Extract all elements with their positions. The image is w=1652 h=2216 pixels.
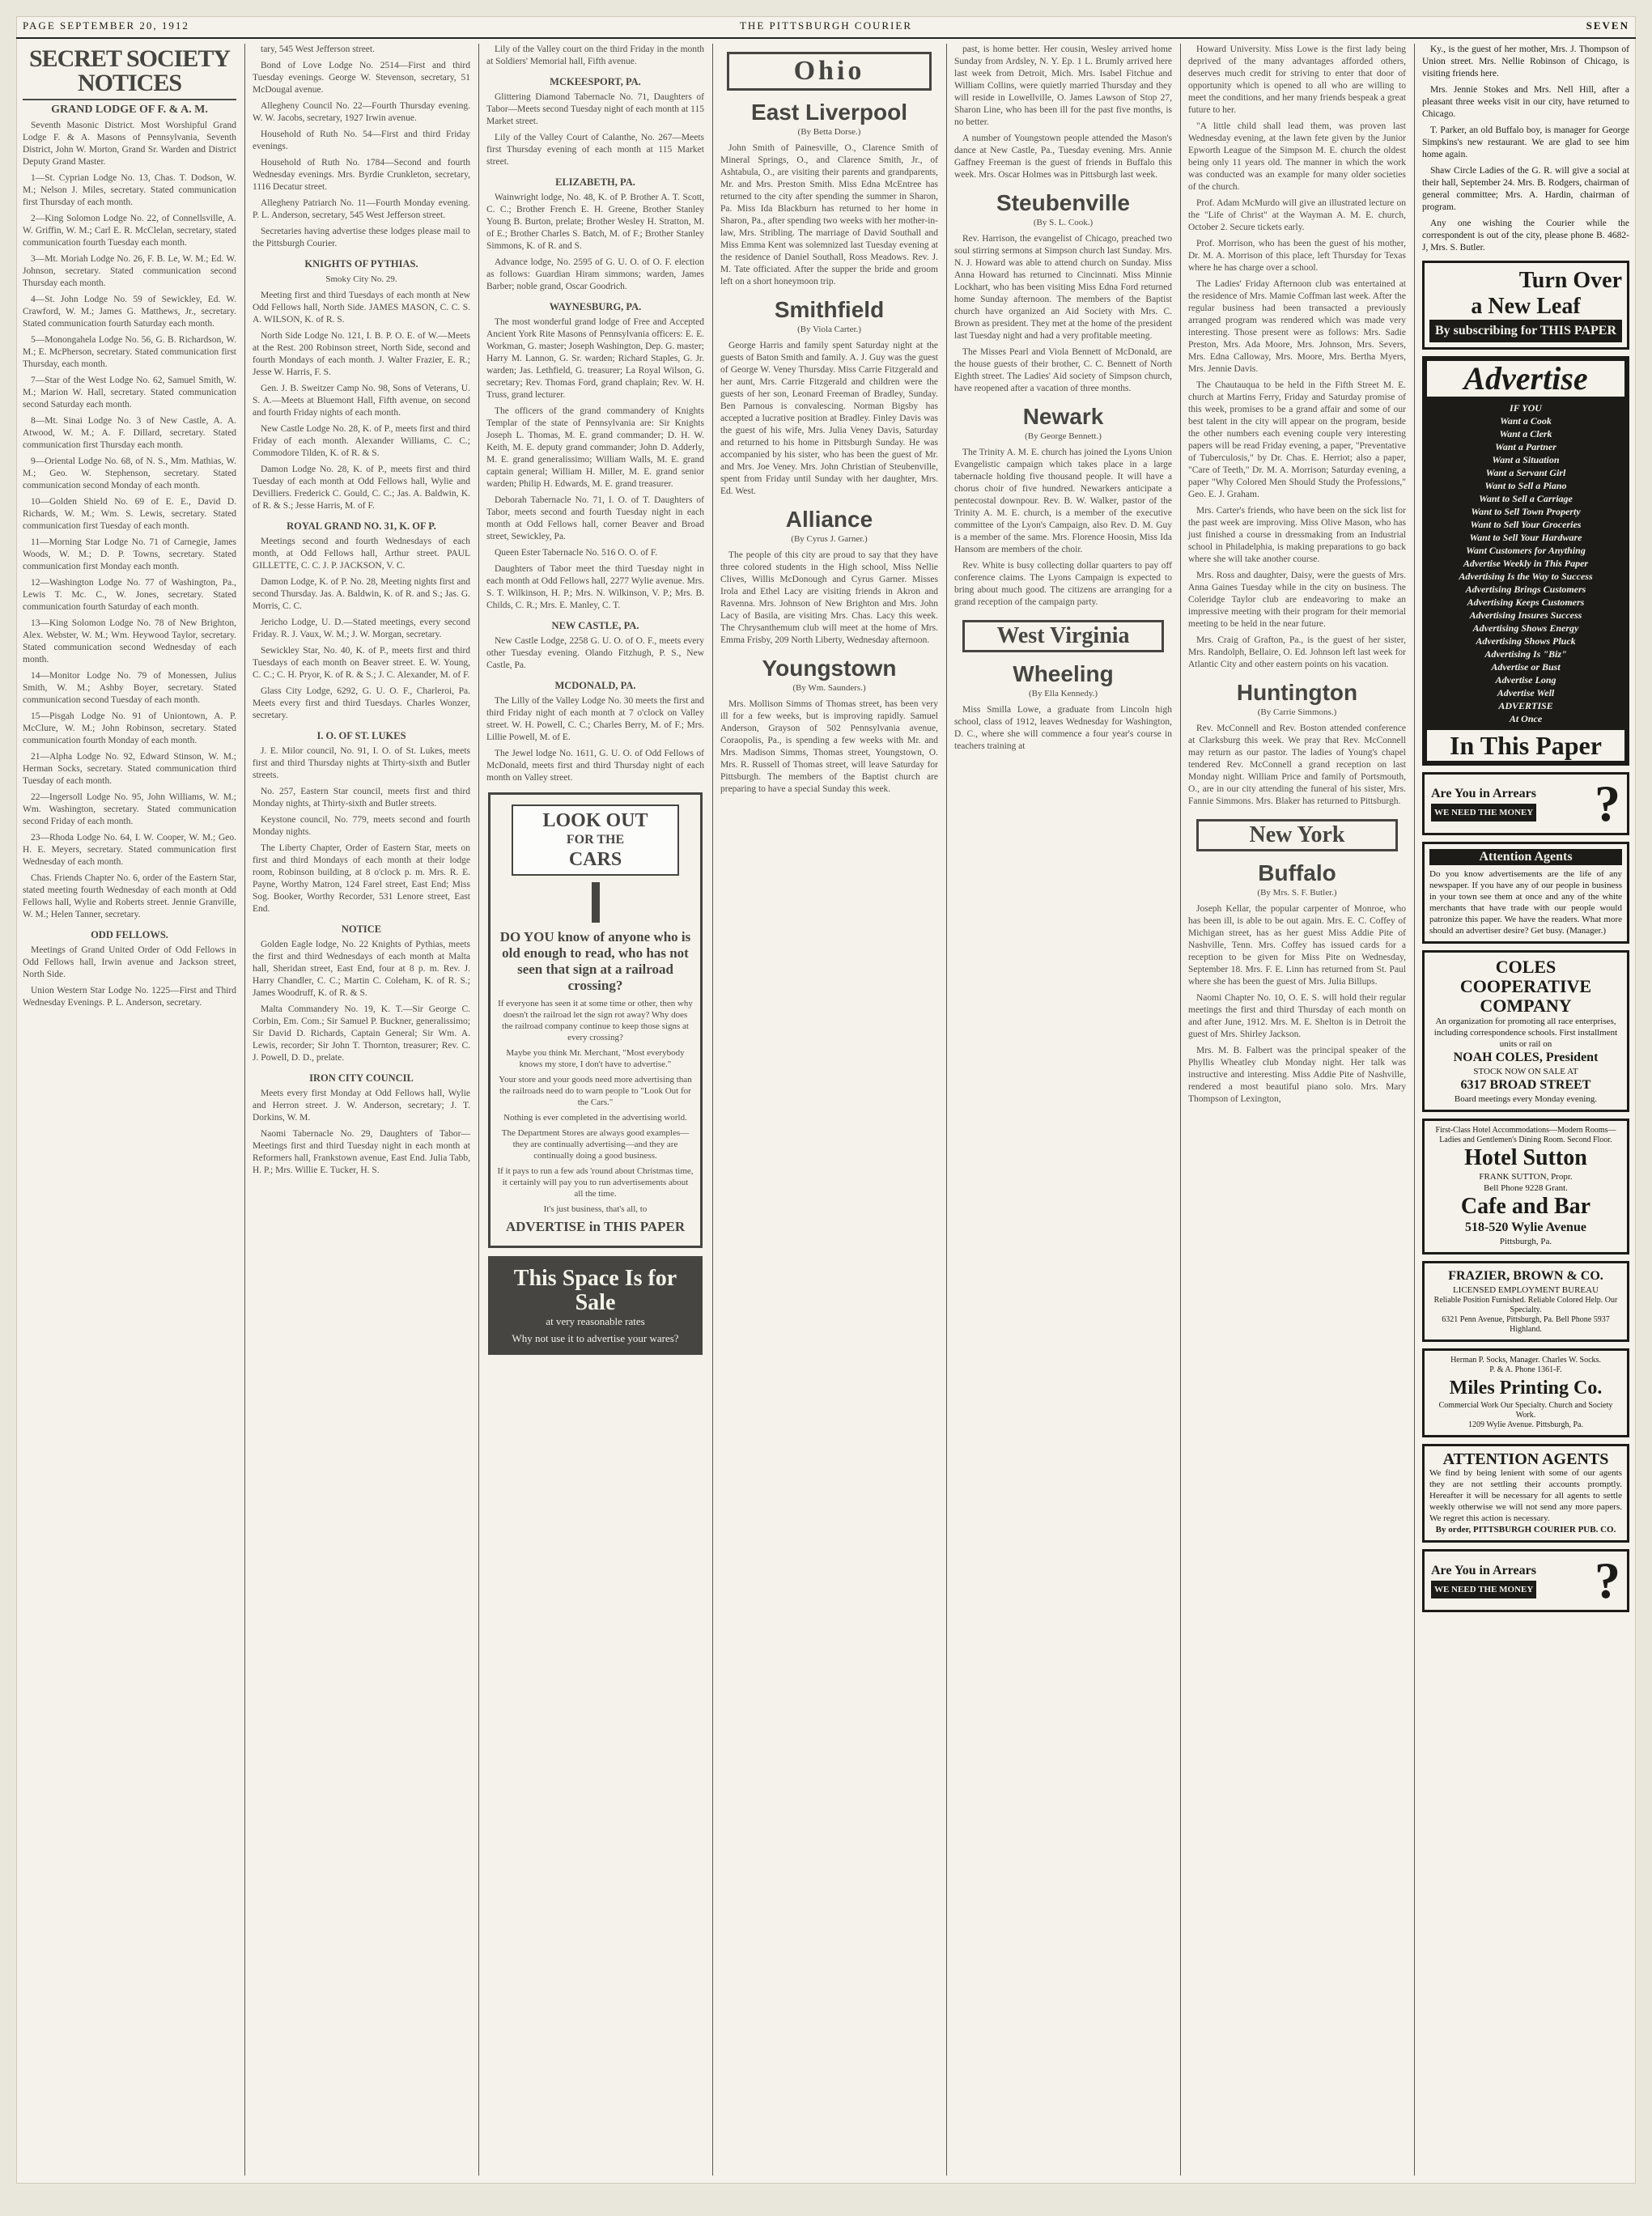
cafe-address: 518-520 Wylie Avenue	[1465, 1220, 1586, 1234]
sign-post-icon	[592, 882, 600, 923]
column-rule	[478, 44, 479, 2176]
ad-cta: ADVERTISE in THIS PAPER	[505, 1219, 686, 1234]
section-heading: ROYAL GRAND NO. 31, K. OF P.	[287, 520, 436, 532]
advertise-footer: In This Paper	[1427, 730, 1624, 761]
advertise-line: Want a Clerk	[1499, 428, 1552, 439]
notice: 9—Oriental Lodge No. 68, of N. S., Mm. Mathias, W. M.; Geo. W. Stephenson, secretary. Stated communication second Monday of each month.	[23, 456, 236, 490]
cafe-city: Pittsburgh, Pa.	[1499, 1237, 1552, 1246]
section-heading: MCDONALD, PA.	[554, 680, 636, 691]
crossing-sign: LOOK OUT FOR THE CARS	[512, 804, 679, 876]
notice: Deborah Tabernacle No. 71, I. O. of T. Daughters of Tabor, meets second and fourth Tuesday night in each month at Odd Fellows hall, corner Beaver and Broad street, Sewickley, Pa.	[486, 495, 704, 541]
byline: (By Ella Kennedy.)	[1028, 689, 1098, 698]
ad-text: The Department Stores are always good examples—they are continually advertising—and they are continually doing a good business.	[501, 1128, 690, 1161]
notice: 11—Morning Star Lodge No. 71 of Carnegie, James Woods, W. M.; D. P. Towns, secretary. Stated communication first Monday each month.	[23, 537, 236, 571]
notice: Meetings of Grand United Order of Odd Fellows in Odd Fellows hall, Irwin avenue and Jackson street, North Side.	[23, 945, 236, 979]
notice: The officers of the grand commandery of Knights Templar of the state of Pennsylvania are: Sir Knights Joseph L. Thomas, M. E. grand commander; D. H. W. Keith, M. E. deputy grand commander; John D. Adderly, M. E. grand generalissimo; William Walls, M. E. grand captain general; William H. Miller, M. E. grand senior warden; Philip H. Edwards, M. E. grand treasurer.	[486, 406, 704, 489]
notice: Damon Lodge, K. of P. No. 28, Meeting nights first and second Thursday. Jas. A. Baldwin, K. of R. and S.; Jas. G. Morris, C. C.	[253, 577, 470, 611]
byline: (By Betta Dorse.)	[797, 127, 861, 137]
hotel-text: First-Class Hotel Accommodations—Modern Rooms—Ladies and Gentlemen's Dining Room. Second Floor.	[1435, 1126, 1616, 1144]
notice: Meeting first and third Tuesdays of each month at New Odd Fellows hall, North Side. JAMES MASON, C. C. S. A. WILSON, K. of R. S.	[253, 291, 470, 325]
frazier-headline: FRAZIER, BROWN & CO.	[1448, 1269, 1603, 1283]
notice: J. E. Milor council, No. 91, I. O. of St. Lukes, meets first and third Thursday nights at Thirty-sixth and Butler streets.	[253, 746, 470, 780]
news-item: Mrs. Jennie Stokes and Mrs. Nell Hill, after a pleasant three weeks visit in our city, have returned to Chicago.	[1422, 85, 1629, 119]
subscribe-ad	[1422, 261, 1629, 350]
notice: Household of Ruth No. 54—First and third Friday evenings.	[253, 129, 470, 151]
section-heading: I. O. OF ST. LUKES	[316, 730, 406, 741]
notice: 12—Washington Lodge No. 77 of Washington, Pa., Lewis T. Mc. C., W. Jones, secretary. Stated communication fourth Saturday of each month.	[23, 578, 236, 612]
advertise-line: Want to Sell a Carriage	[1479, 493, 1573, 504]
column-ohio-news	[714, 44, 945, 2176]
notice: Bond of Love Lodge No. 2514—First and third Tuesday evenings. George W. Stevenson, secretary, 51 McDougal avenue.	[253, 61, 470, 95]
advertise-line: Want to Sell a Piano	[1484, 480, 1567, 491]
advertise-line: IF YOU	[1510, 402, 1542, 414]
town-heading: Wheeling	[1013, 661, 1114, 686]
advertise-line: Want a Servant Girl	[1485, 467, 1566, 478]
masthead	[16, 16, 1636, 39]
news-item: Mrs. Craig of Grafton, Pa., is the guest of her sister, Mrs. Randolph, Bellaire, O. Ed. Johnson left last week for Atlantic City and other eastern points on his vacation.	[1188, 635, 1406, 669]
notice: Gen. J. B. Sweitzer Camp No. 98, Sons of Veterans, U. S. A.—Meets at Bluemont Hall, Fifth avenue, on second and fourth Friday nights of each month.	[253, 384, 470, 418]
advertise-line: ADVERTISE	[1498, 700, 1553, 711]
news-item: The Chautauqua to be held in the Fifth Street M. E. church at Martins Ferry, Friday and Saturday promise of this week, promises to be a grand affair and some of our best talent in the city will appear on the program, beside the other numbers each evening couple very interesting papers will be read Friday evening, a paper, "Preventative of Tuberculosis," by Dr. Chas. E. Herriot; also a paper, "Care of Teeth," Dr. M. A. Morrison; Saturday evening, a paper "Why Colored Men Should Study the Professions," Geo. E. J. Graham.	[1188, 380, 1406, 499]
cafe-name: Cafe and Bar	[1460, 1194, 1591, 1219]
news-item: Any one wishing the Courier while the correspondent is out of the city, please phone B. 4682-J, Mrs. S. Butler.	[1422, 219, 1629, 253]
frazier-text: Reliable Position Furnished. Reliable Colored Help. Our Specialty.	[1433, 1296, 1618, 1314]
sale-title: This Space Is for Sale	[513, 1266, 677, 1315]
notice: tary, 545 West Jefferson street.	[261, 45, 375, 54]
advertise-line: Advertising Shows Energy	[1472, 622, 1579, 634]
notice: Damon Lodge No. 28, K. of P., meets first and third Tuesday of each month at Odd Fellows hall, Wylie and Devilliers. Frederick C. Gould, C. C.; Jas. A. Baldwin, K. of R. & S.; Jesse Harris, M. of F.	[253, 465, 470, 511]
advertise-line: Advertising Insures Success	[1469, 609, 1582, 621]
notice: 15—Pisgah Lodge No. 91 of Uniontown, A. P. McClure, W. M.; John Robinson, secretary. Stated communication fourth Monday of each month.	[23, 711, 236, 745]
news-item: John Smith of Painesville, O., Clarence Smith of Mineral Springs, O., and Clarence Smith, Jr., of Ashtabula, O., are visiting their parents and grandparents, Mr. and Mrs. Preston Smith. Miss Edna McEntree has returned to the city after spending the summer in Sharon, Pa. Miss Ida Blackburn has returned to her home in Sharon, Pa., after spending two weeks with her mother-in-law, Mrs. Stribling. The marriage of David Southall and Miss Emma Kent was solemnized last Tuesday evening at the residence of Daniel Southall, Ross Meadows. Rev. J. M. Tate officiated. After the supper the bride and groom left on a short honeymoon trip.	[720, 143, 938, 287]
page-number: SEVEN	[1586, 19, 1629, 32]
section-heading: WAYNESBURG, PA.	[549, 301, 642, 312]
byline: (By George Bennett.)	[1025, 431, 1102, 441]
column-rule	[1180, 44, 1181, 2176]
arrears-note: WE NEED THE MONEY	[1431, 804, 1536, 821]
news-item: Shaw Circle Ladies of the G. R. will give a social at their hall, September 24. Mrs. B. Rodgers, chairman of general committee; Mrs. A. Hardin, chairman of program.	[1422, 166, 1629, 212]
advertise-headline: Advertise	[1427, 361, 1624, 397]
news-item: "A little child shall lead them, was proven last Wednesday evening, at the lawn fete given by the Junior Epworth League of the Simpson M. E. church the oldest being only 11 years old. The manner in which the work was conducted was an example for many older societies of the church.	[1188, 121, 1406, 192]
miles-address: 1209 Wylie Avenue. Pittsburgh, Pa.	[1468, 1420, 1583, 1429]
coles-company-ad	[1422, 950, 1629, 1112]
column-lodge-notices	[246, 44, 477, 2176]
advertise-line: Want to Sell Town Property	[1471, 506, 1581, 517]
news-item: Joseph Kellar, the popular carpenter of Monroe, who has been ill, is able to be out again. Mrs. E. C. Coffey of Michigan street, has as her guest Miss Addie Pite of Nashville, Tenn. Mrs. Coffey has issued cards for a reception to be given for Miss Pite on Wednesday, September 18. Mrs. F. E. Linn has returned from St. Paul where she has been the guest of Mrs. Julia Billups.	[1188, 904, 1406, 987]
advertise-ad	[1422, 356, 1629, 766]
ad-text: Nothing is ever completed in the advertising world.	[503, 1113, 687, 1123]
notice: 22—Ingersoll Lodge No. 95, John Williams, W. M.; Wm. Washington, secretary. Stated communication second Friday of each month.	[23, 792, 236, 826]
att-signature: By order, PITTSBURGH COURIER PUB. CO.	[1435, 1525, 1616, 1535]
column-rule	[712, 44, 713, 2176]
news-item: Mrs. Carter's friends, who have been on the sick list for the past week are improving. Miss Olive Mason, who has just finished a course in dressmaking from an Industrial school in Philadelphia, is making preparations to go back where she will take another course.	[1188, 506, 1406, 564]
section-heading: ODD FELLOWS.	[91, 929, 168, 940]
column-secret-society	[16, 44, 243, 2176]
sale-question: Why not use it to advertise your wares?	[512, 1332, 679, 1344]
notice: Glittering Diamond Tabernacle No. 71, Daughters of Tabor—Meets second Tuesday night of each month at 115 Market street.	[486, 92, 704, 126]
news-item: George Harris and family spent Saturday night at the guests of Baton Smith and family. A. J. Guy was the guest of George W. Veney Thursday. Miss Carrie Fitzgerald and her aunt, Mrs. Carrie Fitzgerald and children were the guests of her son, Leonard Freeman of Bradley, Sunday. Ben Parnous is convalescing. Norman Bigsby has accepted a lucrative position at Bradley. Finley Davis was the guest of his wife, Mrs. Julia Veney Davis, Saturday and returned to his home in Pittsburgh Sunday. He was accompanied by his sister, who has been the guest of Mr. and Mrs. Joe Veney. Mrs. John Christian of Steubenville, spent from Friday until Sunday with her daughter, Mrs. Ed. West.	[720, 341, 938, 496]
notice: Glass City Lodge, 6292, G. U. O. F., Charleroi, Pa. Meets every first and third Tuesdays. Charles Wonzer, secretary.	[253, 686, 470, 720]
notice: Golden Eagle lodge, No. 22 Knights of Pythias, meets the first and third Wednesdays of each month at Malta hall, Sheridan street, East End, four at 8 p. m. Rev. J. Harry Chandler, C. C.; Martin C. Coleham, K. of R. S.; James Woodruff, K. of R. & S.	[253, 940, 470, 998]
notice: Naomi Tabernacle No. 29, Daughters of Tabor—Meetings first and third Tuesday night in each month at Reformers hall, Frankstown avenue, East End. Julia Tabb, H. P.; Mrs. Willie E. Tucker, H. S.	[253, 1129, 470, 1175]
newspaper-page	[16, 16, 1636, 2184]
notice: Secretaries having advertise these lodges please mail to the Pittsburgh Courier.	[253, 227, 470, 248]
notice: 23—Rhoda Lodge No. 64, I. W. Cooper, W. M.; Geo. H. E. Meyers, secretary. Stated communication first Wednesday of each month.	[23, 833, 236, 867]
news-item: The Trinity A. M. E. church has joined the Lyons Union Evangelistic campaign which takes place in a large tabernacle holding five thousand people. It will have a chorus choir of five hundred. Newarkers anticipate a pentecostal downpour. Rev. B. W. Walker, pastor of the Trinity A. M. E. church, is a member of the executive committee of the Lyon's Campaign, also Rev. D. M. Guy is a member of the same. Mrs. Florence Hoosin, Miss Ida Hansom are members of the choir.	[954, 448, 1172, 554]
agents-headline: Attention Agents	[1429, 849, 1622, 865]
coles-stock: STOCK NOW ON SALE AT	[1473, 1067, 1578, 1076]
news-item: past, is home better. Her cousin, Wesley arrived home Sunday from Ardsley, N. Y. Ep. 1 L. Brumly arrived here last week from Detroit, Mich. Mrs. Isabel Fitchue and William Collins, were quietly married Thursday and they will reside in Lowellville, O. James Lawson of Stop 27, Sharon Line, who has been ill for the past five months, is no better.	[954, 45, 1172, 127]
notice: Household of Ruth No. 1784—Second and fourth Wednesday evenings. Mrs. Byrdie Crunkleton, secretary, 1116 Decatur street.	[253, 158, 470, 192]
coles-meetings: Board meetings every Monday evening.	[1454, 1094, 1598, 1104]
news-item: Miss Smilla Lowe, a graduate from Lincoln high school, class of 1912, leaves Wednesday for Washington, D. C., where she will commence a four year's course in teachers training at	[954, 705, 1172, 751]
news-item: The people of this city are proud to say that they have three colored students in the High school, Miss Nellie Clives, Willis McDonough and Cyrus Garner. Misses Irola and Ethel Lacy are visiting friends in Akron and Ravenna. Mrs. Johnson of New Brighton and Mrs. John Lacy of Basila, are visiting Mrs. Chas. Lacy this week. The Chrysanthemum club will meet at the home of Mrs. Emma Frisby, 209 North Liberty, Wednesday afternoon.	[720, 550, 938, 645]
att-text: We find by being lenient with some of our agents they are not settling their accounts promptly. Hereafter it will be necessary for all agents to settle weekly otherwise we will not send any more papers. We regret this action is necessary.	[1429, 1468, 1622, 1523]
news-item: Mrs. M. B. Falbert was the principal speaker of the Phyllis Wheatley club Monday night. Her talk was instructive and interesting. Miss Addie Pite of Nashville, rendered a most beautiful piano solo. Mrs. Mary Thompson of Lexington,	[1188, 1046, 1406, 1104]
frazier-address: 6321 Penn Avenue, Pittsburgh, Pa. Bell Phone 5937 Highland.	[1442, 1315, 1610, 1334]
notice: Malta Commandery No. 19, K. T.—Sir George C. Corbin, Em. Com.; Sir Samuel P. Buckner, generalissimo; Sir David D. Richards, Captain General; Sir Wm. A. Lewis, recorder; Sir John T. Thornton, treasurer; Rev. C. J. Powell, D. D., prelate.	[253, 1004, 470, 1063]
advertise-line: Advertising Is the Way to Success	[1459, 571, 1593, 582]
town-heading: Huntington	[1236, 680, 1358, 705]
leaf-headline: a New Leaf	[1471, 294, 1581, 319]
hotel-sutton-ad	[1422, 1119, 1629, 1254]
miles-phone: P. & A. Phone 1361-F.	[1489, 1365, 1562, 1374]
ad-lead: DO YOU know of anyone who is old enough to read, who has not seen that sign at a railroad crossing?	[499, 929, 691, 993]
advertise-line: Want a Partner	[1495, 441, 1556, 452]
byline: (By S. L. Cook.)	[1033, 218, 1094, 227]
news-item: Mrs. Mollison Simms of Thomas street, has been very ill for a few weeks, but is improving rapidly. Samuel Anderson, Grayson of 502 Pennsylvania avenue, Coraopolis, Pa., is spending a few weeks with Mr. and Mrs. Madison Simms, Thomas street, Youngstown, O. Mrs. R. Russell of Thomas street, will leave Saturday for Pittsburgh. The members of the Baptist church are preparing to have a special Sunday this week.	[720, 699, 938, 794]
advertise-line: Want a Cook	[1500, 415, 1552, 427]
att-headline: ATTENTION AGENTS	[1442, 1450, 1609, 1468]
section-heading: KNIGHTS OF PYTHIAS.	[304, 258, 418, 270]
miles-name: Miles Printing Co.	[1449, 1378, 1603, 1399]
town-heading: Steubenville	[996, 190, 1130, 215]
byline: (By Wm. Saunders.)	[792, 683, 866, 693]
notice: New Castle Lodge No. 28, K. of P., meets first and third Friday of each month. Alexander Williams, C. C.; Commodore Tilden, K. of R. & S.	[253, 424, 470, 458]
news-item: Rev. White is busy collecting dollar quarters to pay off conference claims. The Lyons Campaign is expected to bring about much good. The citizens are arranging for a grand reception of the campaign party.	[954, 561, 1172, 607]
byline: (By Mrs. S. F. Butler.)	[1257, 888, 1337, 898]
column-ohio-wv-news	[948, 44, 1178, 2176]
notice: 13—King Solomon Lodge No. 78 of New Brighton, Alex. Webster, W. M.; Wm. Heywood Taylor, secretary. Stated communication second Wednesday of each month.	[23, 618, 236, 664]
ad-text: Your store and your goods need more advertising than the railroads need do to warn people to "Look Out for the Cars."	[499, 1075, 692, 1107]
news-item: Howard University. Miss Lowe is the first lady being deprived of the many advantages afforded others, deserves much credit for striving to enter that door of opportunity which is opened to all who are willing to meet the conditions, and her many friends bespeak a great future to her.	[1188, 45, 1406, 115]
ad-text: If it pays to run a few ads 'round about Christmas time, it certainly will pay you to run advertisements about all the time.	[497, 1166, 694, 1199]
news-item: Rev. McConnell and Rev. Boston attended conference at Clarksburg this week. We pray that Rev. McConnell may return as our pastor. The ladies of Young's chapel tendered Rev. McConnell a grand reception on last Monday night. William Price and family of Portsmouth, O., are in our city attending the funeral of his sister, Mrs. Fannie Simmons. Mrs. Blaker has returned to Pittsburgh.	[1188, 724, 1406, 806]
attention-agents-settle-notice	[1422, 1444, 1629, 1543]
news-item: The Misses Pearl and Viola Bennett of McDonald, are the house guests of their brother, C. C. Bennett of North Eighth street. The Ladies' Aid society of Simpson church, have reopened after a vacation of three months.	[954, 347, 1172, 393]
hotel-proprietor: FRANK SUTTON, Propr.	[1479, 1172, 1573, 1182]
notice: Allegheny Council No. 22—Fourth Thursday evening. W. W. Jacobs, secretary, 1927 Irwin avenue.	[253, 101, 470, 123]
ad-text: If everyone has seen it at some time or other, then why doesn't the railroad let the sign rot away? Why does the railroad company continue to keep those signs at every crossing?	[498, 999, 693, 1042]
town-heading: Youngstown	[762, 656, 897, 681]
arrears-ad	[1422, 772, 1629, 835]
notice: No. 257, Eastern Star council, meets first and third Monday nights, at Thirty-sixth and Butler streets.	[253, 787, 470, 809]
notice: 5—Monongahela Lodge No. 56, G. B. Richardson, W. M.; E. McPherson, secretary. Stated communication first Thursday, each month.	[23, 335, 236, 369]
section-heading: IRON CITY COUNCIL	[309, 1072, 414, 1084]
notice: Wainwright lodge, No. 48, K. of P. Brother A. T. Scott, C. C.; Brother French E. H. Greene, Brother Stanley Young B. Burton, prelate; Brother Wesley H. Stratton, M. of E.; Brother Charles S. Batch, M. of F.; Brother Stanley Simmons, K. of R. and S.	[486, 193, 704, 251]
news-item: A number of Youngstown people attended the Mason's dance at New Castle, Pa., Tuesday evening. Mrs. Annie Gaffney Freeman is the guest of friends in Buffalo this week. Mrs. Oscar Holmes was in Pittsburgh last week.	[954, 134, 1172, 180]
attention-agents-notice	[1422, 842, 1629, 944]
column-rule	[1414, 44, 1415, 2176]
newspaper-title: THE PITTSBURGH COURIER	[739, 19, 912, 32]
town-heading: Smithfield	[774, 297, 885, 322]
hotel-phone: Bell Phone 9228 Grant.	[1484, 1183, 1568, 1193]
look-out-for-cars-ad	[488, 792, 703, 1248]
notice: The Liberty Chapter, Order of Eastern Star, meets on first and third Mondays of each month at their lodge room, Robinson building, at 8 o'clock p. m. Mrs. R. E. Payne, Worthy Matron, 124 Farel street, East End; Miss Sog. Booker, Worthy Recorder, 531 Lenore street, East End.	[253, 843, 470, 914]
sale-subtitle: at very reasonable rates	[546, 1315, 645, 1327]
column-regional-lodges	[480, 44, 711, 2176]
miles-manager: Herman P. Socks, Manager. Charles W. Socks.	[1450, 1356, 1601, 1365]
advertise-line: Advertising Keeps Customers	[1467, 596, 1585, 608]
column-rule	[946, 44, 947, 2176]
section-banner: SECRET SOCIETY NOTICES	[23, 47, 236, 100]
miles-printing-ad	[1422, 1348, 1629, 1437]
ad-text: Maybe you think Mr. Merchant, "Most everybody knows my store, I don't have to advertise."	[506, 1048, 685, 1069]
advertise-line: Want to Sell Your Hardware	[1469, 532, 1582, 543]
coles-headline: COLES COOPERATIVE COMPANY	[1459, 957, 1592, 1016]
state-banner: New York	[1196, 819, 1398, 851]
section-heading: ELIZABETH, PA.	[555, 176, 635, 188]
notice: Allegheny Patriarch No. 11—Fourth Monday evening. P. L. Anderson, secretary, 545 West Jefferson street.	[253, 198, 470, 220]
town-heading: Newark	[1022, 404, 1104, 429]
coles-text: An organization for promoting all race enterprises, including correspondence schools. First installment units or rail on	[1433, 1017, 1618, 1049]
ad-text: It's just business, that's all, to	[543, 1204, 648, 1214]
column-ads	[1416, 44, 1636, 2176]
town-heading: Buffalo	[1258, 860, 1336, 885]
frazier-subtitle: LICENSED EMPLOYMENT BUREAU	[1452, 1285, 1599, 1295]
notice: Seventh Masonic District. Most Worshipful Grand Lodge F. & A. Masons of Pennsylvania, Seventh District, John W. Morton, Grand Sr. Warden and District Deputy Grand Master.	[23, 121, 236, 167]
advertise-line: Advertise or Bust	[1491, 661, 1561, 673]
notice: Advance lodge, No. 2595 of G. U. O. of O. F. election as follows: Guardian Hiram simmons; warden, James Barber; noble grand, Oscar Goodrich.	[486, 257, 704, 291]
advertise-line: Advertising Is "Biz"	[1484, 648, 1567, 660]
notice: Sewickley Star, No. 40, K. of P., meets first and third Tuesdays of each month on Beaver street. E. W. Young, C. C.; C. H. Pryor, K. of R. & S.; J. C. Alexander, M. of F.	[253, 646, 470, 680]
subheading: Smoky City No. 29.	[325, 274, 397, 284]
notice: 14—Monitor Lodge No. 79 of Monessen, Julius Smith, W. M.; Ashby Boyer, secretary. Stated communication second Tuesday of each month.	[23, 671, 236, 705]
coles-president: NOAH COLES, President	[1453, 1051, 1599, 1064]
advertise-line: At Once	[1509, 713, 1543, 724]
byline: (By Carrie Simmons.)	[1257, 707, 1337, 717]
advertise-line: Want to Sell Your Groceries	[1470, 519, 1582, 530]
notice: Meets every first Monday at Odd Fellows hall, Wylie and Herron street. J. W. Anderson, secretary; J. T. Dorkins, W. M.	[253, 1089, 470, 1123]
advertise-line: Want Customers for Anything	[1466, 545, 1586, 556]
news-item: Naomi Chapter No. 10, O. E. S. will hold their regular meetings the first and third Thursday of each month on and after June, 1912. Mrs. M. E. Shelton is in Detroit the guest of Mrs. Shirley Jackson.	[1188, 993, 1406, 1039]
notice: North Side Lodge No. 121, I. B. P. O. E. of W.—Meets at the Rest. 200 Robinson street, North Side, second and fourth Mondays of each month. J. Walter Frazier, E. R.; Jesse W. Harris, F. S.	[253, 331, 470, 377]
arrears-headline: Are You in Arrears	[1431, 787, 1536, 800]
issue-date: PAGE SEPTEMBER 20, 1912	[23, 19, 189, 32]
notice: The Jewel lodge No. 1611, G. U. O. of Odd Fellows of McDonald, meets first and third Thursday night of each month on Valley street.	[486, 749, 704, 783]
advertise-line: Advertise Weekly in This Paper	[1463, 558, 1589, 569]
notice: The Lilly of the Valley Lodge No. 30 meets the first and third Friday night of each month at 7 o'clock on Valley street. W. H. Powell, C. C.; Charles Berry, M. of F.; Mrs. Lillie Powell, M. of E.	[486, 696, 704, 742]
notice: 1—St. Cyprian Lodge No. 13, Chas. T. Dodson, W. M.; Nelson J. Miles, secretary. Stated communication first Thursday of each month.	[23, 173, 236, 207]
notice: Keystone council, No. 779, meets second and fourth Monday nights.	[253, 815, 470, 837]
byline: (By Cyrus J. Garner.)	[791, 534, 868, 544]
advertise-line: Advertising Shows Pluck	[1476, 635, 1576, 647]
notice: Meetings second and fourth Wednesdays of each month, at Odd Fellows hall, Arthur street. PAUL GILLETTE, C. C. J. P. JACKSON, V. C.	[253, 537, 470, 571]
notice: 4—St. John Lodge No. 59 of Sewickley, Ed. W. Crawford, W. M.; James G. Matthews, Jr., secretary. Stated communication fourth Saturday each month.	[23, 295, 236, 329]
advertise-line: Want a Situation	[1492, 454, 1560, 465]
news-item: The Ladies' Friday Afternoon club was entertained at the residence of Mrs. Mamie Coffman last week. After the regular business had been transacted a previously arranged program was rendered which was made very interesting. Those present were as follows: Mrs. Sadie Preston, Mrs. Ada Moore, Mrs. Johnson, Mrs. Severs, Mrs. Edna Calloway, Mrs. Moore, Mrs. Bertha Myers, Mrs. Jennie Davis.	[1188, 279, 1406, 374]
notice: 10—Golden Shield No. 69 of E. E., David D. Richards, W. M.; Wm. S. Lewis, secretary. Stated communication first Tuesday of each month.	[23, 497, 236, 531]
state-banner: West Virginia	[962, 620, 1164, 652]
column-rule	[244, 44, 245, 2176]
advertise-line: Advertising Brings Customers	[1465, 584, 1586, 595]
section-heading: NEW CASTLE, PA.	[551, 620, 639, 631]
news-item: Ky., is the guest of her mother, Mrs. J. Thompson of Union street. Mrs. Nellie Robinson of Chicago, is visiting friends here.	[1422, 45, 1629, 79]
notice: The most wonderful grand lodge of Free and Accepted Ancient York Rite Masons of Pennsylvania officers: E. E. Workman, G. master; Joseph Washington, Dep. G. master; Harry M. Lannon, G. Sr. warden; Richard Staples, G. Jr. warden; Jas. Lethfield, G. treasurer; La Royal Wilson, G. secretary; Rev. Thomas Ford, grand chaplain; Rev. W. H. Truss, grand lecturer.	[486, 317, 704, 400]
question-mark-icon: ?	[1595, 775, 1620, 832]
section-heading: NOTICE	[341, 923, 382, 935]
state-banner: Ohio	[727, 52, 932, 91]
town-heading: Alliance	[785, 507, 873, 532]
byline: (By Viola Carter.)	[797, 325, 861, 334]
news-item: Mrs. Ross and daughter, Daisy, were the guests of Mrs. Anna Gaines Tuesday while in the city on business. The Coleridge Taylor club are endeavoring to make an impressive meeting with their program for their memorial meeting to be held in the near future.	[1188, 571, 1406, 629]
leaf-cta: By subscribing for THIS PAPER	[1429, 320, 1622, 342]
section-heading: GRAND LODGE OF F. & A. M.	[51, 104, 208, 116]
notice: 7—Star of the West Lodge No. 62, Samuel Smith, W. M.; Marion W. Hall, secretary. Stated communication second Saturday each month.	[23, 376, 236, 410]
advertise-line: Advertise Long	[1495, 674, 1556, 686]
notice: New Castle Lodge, 2258 G. U. O. of O. F., meets every other Tuesday evening. Olando Fitzhugh, P. S., New Castle, Pa.	[486, 636, 704, 670]
agents-text: Do you know advertisements are the life of any newspaper. If you have any of our people in business in your town see them at once and any of the white merchants that have trade with our people would patronize this paper. We have the readers. What more should an advertiser desire? Get busy. (Manager.)	[1429, 869, 1622, 936]
notice: Daughters of Tabor meet the third Tuesday night in each month at Odd Fellows hall, 2277 Wylie avenue. Mrs. S. T. Wilkinson, H. P.; Mrs. N. Wilkinson, V. P.; Mrs. B. Childs, C. R.; Mrs. E. Manley, C. T.	[486, 564, 704, 610]
leaf-headline: Turn Over	[1518, 268, 1622, 293]
question-mark-icon: ?	[1595, 1552, 1620, 1609]
notice: Chas. Friends Chapter No. 6, order of the Eastern Star, stated meeting fourth Wednesday of each month at Odd Fellows hall, Wylie and Roberts street. Jennie Granville, W. M.; Helen Tanner, secretary.	[23, 873, 236, 919]
coles-address: 6317 BROAD STREET	[1460, 1078, 1591, 1092]
notice: Queen Ester Tabernacle No. 516 O. O. of F.	[495, 548, 658, 558]
hotel-name: Hotel Sutton	[1464, 1145, 1587, 1170]
notice: 3—Mt. Moriah Lodge No. 26, F. B. Le, W. M.; Ed. W. Johnson, secretary. Stated communication second Thursday each month.	[23, 254, 236, 288]
section-heading: MCKEESPORT, PA.	[550, 76, 641, 87]
news-item: Prof. Adam McMurdo will give an illustrated lecture on the "Life of Christ" at the Wayman A. M. E. church, October 2. Secure tickets early.	[1188, 198, 1406, 232]
notice: Jericho Lodge, U. D.—Stated meetings, every second Friday. R. J. Vaux, W. M.; J. W. Morgan, secretary.	[253, 618, 470, 639]
town-heading: East Liverpool	[751, 100, 907, 125]
notice: Union Western Star Lodge No. 1225—First and Third Wednesday Evenings. P. L. Anderson, secretary.	[23, 986, 236, 1008]
arrears-note: WE NEED THE MONEY	[1431, 1581, 1536, 1598]
notice: 8—Mt. Sinai Lodge No. 3 of New Castle, A. A. Atwood, W. M.; A. F. Dillard, secretary. Stated communication first Thursday each month.	[23, 416, 236, 450]
news-item: Prof. Morrison, who has been the guest of his mother, Dr. M. A. Morrison of this place, left Thursday for Texas where he has charge over a school.	[1188, 239, 1406, 273]
miles-text: Commercial Work Our Specialty. Church and Society Work.	[1438, 1401, 1613, 1420]
arrears-ad	[1422, 1549, 1629, 1612]
notice: Lily of the Valley Court of Calanthe, No. 267—Meets first Thursday evening of each month at 115 Market street.	[486, 133, 704, 167]
news-item: Rev. Harrison, the evangelist of Chicago, preached two soul stirring sermons at Simpson church last Sunday. Mrs. N. J. Howard was able to attend church on Sunday. Miss Anna Howard has returned to Cincinnati. Miss Minnie Lockhart, who has been visiting Miss Edna Ford returned home Sunday afternoon. The members of the Baptist church have organized an Aid Society with Mrs. C. Brown as president. They met at the home of the president last Tuesday night and had a very profitable meeting.	[954, 234, 1173, 341]
notice: Lily of the Valley court on the third Friday in the month at Soldiers' Memorial hall, Fifth avenue.	[486, 45, 704, 66]
notice: 2—King Solomon Lodge No. 22, of Connellsville, A. W. Griffin, W. M.; Carl E. R. McClelan, secretary, stated communication fourth Tuesday each month.	[23, 214, 236, 248]
news-item: T. Parker, an old Buffalo boy, is manager for George Simpkins's new restaurant. We are glad to see him home again.	[1422, 125, 1629, 159]
space-for-sale-ad	[488, 1256, 703, 1355]
arrears-headline: Are You in Arrears	[1431, 1564, 1536, 1577]
advertise-line: Advertise Well	[1497, 687, 1555, 698]
column-wv-ny-news	[1182, 44, 1412, 2176]
notice: 21—Alpha Lodge No. 92, Edward Stinson, W. M.; Herman Socks, secretary. Stated communication third Tuesday of each month.	[23, 752, 236, 786]
frazier-brown-ad	[1422, 1261, 1629, 1342]
